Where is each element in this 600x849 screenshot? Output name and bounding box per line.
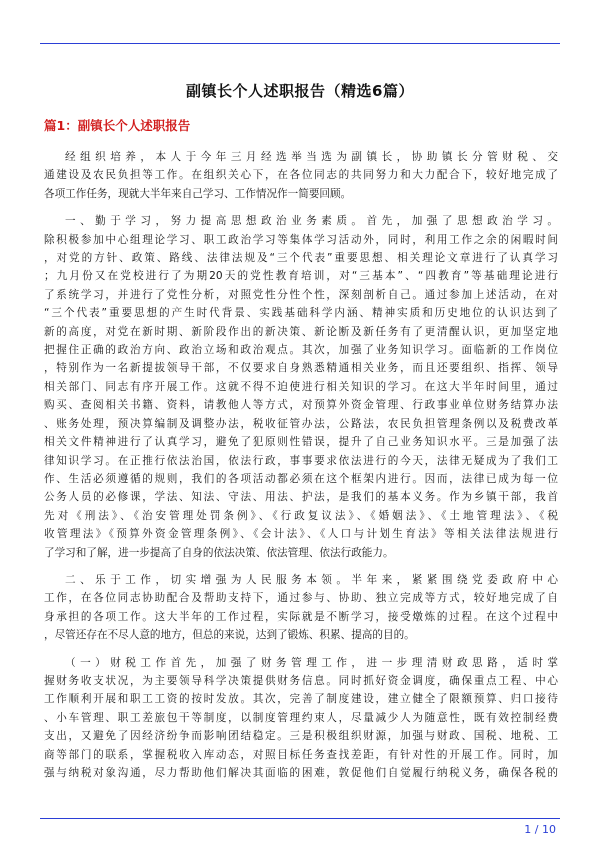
paragraph-line: 通建设及农民负担等工作。在组织关心下，在各位同志的共同努力和大力配合下，较好地完成了 [44, 169, 558, 182]
paragraph-line: 各项工作任务，现就大半年来自己学习、工作情况作一简要回顾。 [44, 187, 352, 200]
paragraph-line: 支出，又避免了因经济纷争而影响团结稳定。三是积极组织财源，加强与财政、国税、地税、工 [44, 730, 558, 743]
paragraph-line: 经组织培养，本人于今年三月经选举当选为副镇长，协助镇长分管财税、交 [65, 151, 558, 163]
header-rule [40, 43, 560, 44]
paragraph-line: ；九月份又在党校进行了为期20天的党性教育培训，对“三基本”、“四教育”等基础理论进行 [44, 270, 558, 283]
paragraph-line: 握财务收支状况，为主要领导科学决策提供财务信息。同时抓好资金调度，确保重点工程、中心 [44, 674, 558, 687]
section-title: 篇1：副镇长个人述职报告 [44, 118, 191, 133]
paragraph-line: 工作，在各位同志协助配合及帮助支持下，通过参与、协助、独立完成等方式，较好地完成了自 [44, 592, 558, 605]
paragraph-line: 把握住正确的政治方向、政治立场和政治观点。其次，加强了业务知识学习。面临新的工作岗位 [44, 344, 558, 357]
document-title: 副镇长个人述职报告（精选6篇） [186, 82, 414, 100]
paragraph-line: 作、生活必须遵循的规则，我们的各项活动都必须在这个框架内进行。因而，法律已成为每一位 [44, 472, 558, 485]
paragraph-line: 除积极参加中心组理论学习、职工政治学习等集体学习活动外，同时，利用工作之余的闲暇时间 [44, 233, 558, 246]
paragraph-line: 工作顺利开展和职工工资的按时发放。其次，完善了制度建设，建立健全了限额预算、归口接待 [44, 693, 558, 706]
paragraph-line: 强与纳税对象沟通，尽力帮助他们解决其面临的困难，敦促他们自觉履行纳税义务，确保各税的 [44, 767, 558, 779]
paragraph-line: （一）财税工作首先，加强了财务管理工作，进一步理清财政思路，适时掌 [65, 656, 558, 669]
paragraph-line: 收管理法》《预算外资金管理条例》、《会计法》、《人口与计划生育法》等相关法律法规进行 [44, 528, 558, 541]
paragraph-line: 了学习和了解，进一步提高了自身的依法决策、依法管理、依法行政能力。 [44, 546, 394, 559]
paragraph-line: 、小车管理、职工差旅包干等制度，以制度管理约束人，尽量减少人为随意性，既有效控制经费 [44, 711, 558, 724]
paragraph-line: 商等部门的联系，掌握税收入库动态，对照目标任务查找差距，有针对性的开展工作。同时，加 [44, 748, 558, 761]
document-body [44, 148, 558, 791]
body-paragraph [44, 571, 558, 645]
paragraph-line: ，对党的方针、政策、路线、法律法规及“三个代表”重要思想、相关理论文章进行了认真学习 [44, 252, 558, 265]
paragraph-line: 相关部门、同志有序开展工作。这就不得不迫使进行相关知识的学习。在这大半年时间里，通过 [44, 380, 558, 393]
paragraph-line: 公务人员的必修课，学法、知法、守法、用法、护法，是我们的基本义务。作为乡镇干部，我首 [44, 491, 558, 504]
paragraph-line: “三个代表”重要思想的产生时代背景、实践基础科学内涵、精神实质和历史地位的认识达到了 [44, 307, 558, 320]
paragraph-line: 身承担的各项工作。这大半年的工作过程，实际就是不断学习，接受燉炼的过程。在这个过程中 [44, 610, 558, 623]
paragraph-line: 二、乐于工作，切实增强为人民服务本领。半年来，紧紧围绕党委政府中心 [65, 573, 558, 586]
body-paragraph [44, 148, 558, 203]
paragraph-line: ，尽管还存在不尽人意的地方，但总的来说，达到了锻炼、积累、提高的目的。 [44, 629, 415, 642]
body-paragraph [44, 654, 558, 783]
footer-rule [40, 818, 560, 819]
paragraph-line: 律知识学习。在正推行依法治国，依法行政，事事要求依法进行的今天，法律无疑成为了我们工 [44, 454, 558, 467]
paragraph-line: 新的高度，对党在新时期、新阶段作出的新决策、新论断及新任务有了更清醒认识，更加坚定地 [44, 325, 558, 338]
page-number: 1 / 10 [524, 823, 556, 836]
paragraph-line: ，特别作为一名新提拔领导干部，不仅要求自身熟悉精通相关业务，而且还要组织、指挥、领导 [44, 362, 558, 375]
paragraph-line: 先对《刑法》、《治安管理处罚条例》、《行政复议法》、《婚姻法》、《土地管理法》、《税 [44, 509, 558, 522]
body-paragraph [44, 212, 558, 562]
paragraph-line: 了系统学习，并进行了党性分析，对照党性分性个性，深刻剖析自己。通过参加上述活动，在对 [44, 288, 558, 301]
paragraph-line: 一、勤于学习，努力提高思想政治业务素质。首先，加强了思想政治学习。 [65, 215, 558, 228]
paragraph-line: 相关文件精神进行了认真学习，避免了犯原则性错误，提升了自己业务知识水平。三是加强了法 [44, 436, 558, 449]
paragraph-line: 、账务处理，预决算编制及调整办法，税收征管办法，公路法，农民负担管理条例以及税费改革 [44, 417, 558, 430]
paragraph-line: 购买、查阅相关书籍、资料，请教他人等方式，对预算外资金管理、行政事业单位财务结算办法 [44, 399, 558, 412]
